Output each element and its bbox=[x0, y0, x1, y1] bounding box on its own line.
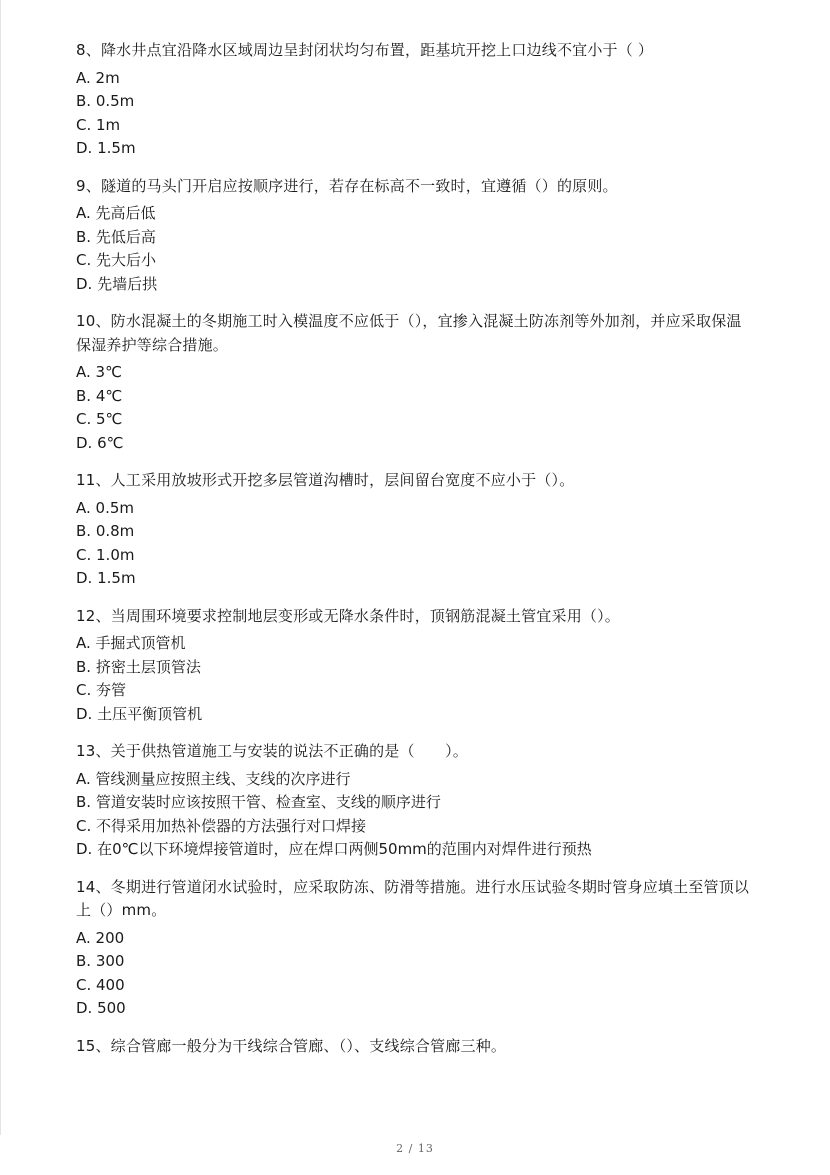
option-b: B. 0.5m bbox=[76, 92, 135, 110]
option-c: C. 不得采用加热补偿器的方法强行对口焊接 bbox=[76, 816, 367, 835]
option-d: D. 1.5m bbox=[76, 569, 136, 587]
option-d: D. 先墙后拱 bbox=[76, 274, 158, 293]
question-14 bbox=[76, 876, 756, 1021]
question-15 bbox=[76, 1035, 756, 1059]
option-a: A. 200 bbox=[76, 928, 125, 947]
option-a: A. 管线测量应按照主线、支线的次序进行 bbox=[76, 769, 351, 788]
question-stem: 11、人工采用放坡形式开挖多层管道沟槽时，层间留台宽度不应小于（）。 bbox=[76, 471, 575, 489]
question-stem: 14、冬期进行管道闭水试验时，应采取防冻、防滑等措施。进行水压试验冬期时管身应填土至管顶以上（）mm。 bbox=[76, 877, 750, 919]
question-stem: 12、当周围环境要求控制地层变形或无降水条件时，顶钢筋混凝土管宜采用（）。 bbox=[76, 606, 620, 625]
option-d: D. 在0℃以下环境焊接管道时，应在焊口两侧50mm的范围内对焊件进行预热 bbox=[76, 840, 592, 858]
option-b: B. 挤密土层顶管法 bbox=[76, 657, 201, 676]
option-c: C. 先大后小 bbox=[76, 251, 157, 269]
option-b: B. 管道安装时应该按照干管、检查室、支线的顺序进行 bbox=[76, 793, 441, 811]
option-c: C. 5℃ bbox=[76, 410, 123, 428]
option-b: B. 4℃ bbox=[76, 386, 123, 405]
question-13 bbox=[76, 740, 756, 862]
option-b: B. 300 bbox=[76, 952, 125, 970]
option-c: C. 1.0m bbox=[76, 545, 135, 564]
option-a: A. 2m bbox=[76, 68, 120, 87]
document-body bbox=[76, 39, 756, 1072]
option-c: C. 1m bbox=[76, 115, 121, 134]
option-b: B. 0.8m bbox=[76, 522, 135, 540]
option-a: A. 3℃ bbox=[76, 363, 122, 381]
option-d: D. 土压平衡顶管机 bbox=[76, 704, 203, 723]
question-10 bbox=[76, 310, 756, 455]
question-stem: 10、防水混凝土的冬期施工时入模温度不应低于（），宜掺入混凝土防冻剂等外加剂，并应采取保温保湿养护等综合措施。 bbox=[76, 312, 742, 354]
question-stem: 13、关于供热管道施工与安装的说法不正确的是（ ）。 bbox=[76, 742, 468, 760]
option-d: D. 1.5m bbox=[76, 139, 136, 157]
question-stem: 15、综合管廊一般分为干线综合管廊、（）、支线综合管廊三种。 bbox=[76, 1036, 507, 1055]
option-a: A. 先高后低 bbox=[76, 204, 156, 222]
option-c: C. 夯管 bbox=[76, 681, 127, 699]
page-edge-line bbox=[0, 0, 1, 1135]
option-b: B. 先低后高 bbox=[76, 227, 156, 246]
question-stem: 9、隧道的马头门开启应按顺序进行，若存在标高不一致时，宜遵循（）的原则。 bbox=[76, 176, 618, 195]
option-a: A. 0.5m bbox=[76, 498, 135, 517]
question-stem: 8、降水井点宜沿降水区域周边呈封闭状均匀布置，距基坑开挖上口边线不宜小于（ ） bbox=[76, 41, 654, 59]
question-8 bbox=[76, 39, 756, 161]
page-number: 2 / 13 bbox=[396, 1142, 434, 1155]
option-a: A. 手掘式顶管机 bbox=[76, 634, 186, 652]
option-d: D. 500 bbox=[76, 999, 126, 1017]
option-d: D. 6℃ bbox=[76, 433, 124, 452]
question-12 bbox=[76, 605, 756, 727]
question-9 bbox=[76, 175, 756, 297]
question-11 bbox=[76, 469, 756, 591]
option-c: C. 400 bbox=[76, 975, 125, 994]
